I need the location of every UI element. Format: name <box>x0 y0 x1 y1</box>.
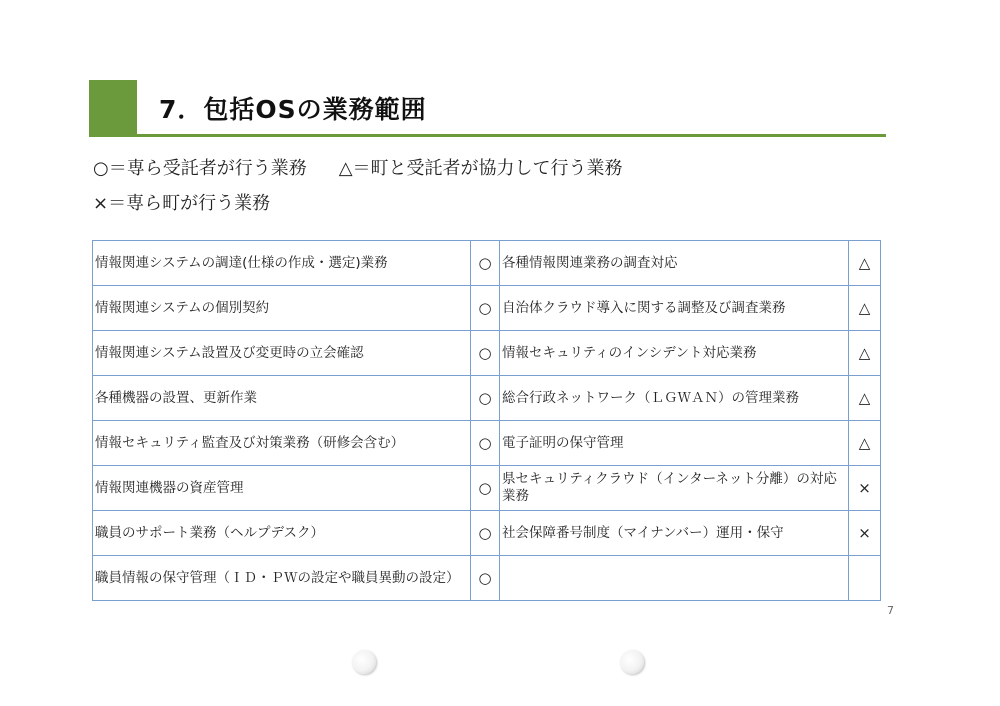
table-row <box>93 556 881 601</box>
task-left-cell: 職員情報の保守管理（ＩＤ・ＰＷの設定や職員異動の設定） <box>93 556 471 601</box>
task-left-mark: ○ <box>471 241 500 286</box>
task-right-cell: 情報セキュリティのインシデント対応業務 <box>500 331 849 376</box>
task-left-mark: ○ <box>471 376 500 421</box>
table-row <box>93 511 881 556</box>
legend-triangle-meaning: △＝町と受託者が協力して行う業務 <box>338 158 623 179</box>
scope-table <box>92 240 881 601</box>
task-right-mark: △ <box>849 376 881 421</box>
task-left-cell: 情報関連システムの個別契約 <box>93 286 471 331</box>
punch-hole <box>352 650 376 674</box>
task-right-cell <box>500 556 849 601</box>
table-row <box>93 421 881 466</box>
task-left-mark: ○ <box>471 421 500 466</box>
task-right-mark: △ <box>849 421 881 466</box>
task-right-cell: 総合行政ネットワーク（ＬＧＷＡＮ）の管理業務 <box>500 376 849 421</box>
task-left-cell: 各種機器の設置、更新作業 <box>93 376 471 421</box>
task-left-cell: 情報関連機器の資産管理 <box>93 466 471 511</box>
task-right-mark: × <box>849 511 881 556</box>
table-row <box>93 241 881 286</box>
task-right-mark: △ <box>849 241 881 286</box>
table-row <box>93 286 881 331</box>
task-left-mark: ○ <box>471 466 500 511</box>
task-right-cell: 電子証明の保守管理 <box>500 421 849 466</box>
punch-hole <box>620 650 644 674</box>
task-right-mark: × <box>849 466 881 511</box>
task-right-cell: 各種情報関連業務の調査対応 <box>500 241 849 286</box>
task-left-mark: ○ <box>471 331 500 376</box>
legend-circle-meaning: ○＝専ら受託者が行う業務 <box>93 158 307 179</box>
task-left-cell: 情報セキュリティ監査及び対策業務（研修会含む） <box>93 421 471 466</box>
task-left-mark: ○ <box>471 286 500 331</box>
table-row <box>93 331 881 376</box>
table-row <box>93 466 881 511</box>
task-left-cell: 情報関連システムの調達(仕様の作成・選定)業務 <box>93 241 471 286</box>
task-left-cell: 職員のサポート業務（ヘルプデスク） <box>93 511 471 556</box>
task-right-mark: △ <box>849 331 881 376</box>
title-accent-block <box>89 80 137 134</box>
page-number: 7 <box>887 604 894 617</box>
task-right-cell: 県セキュリティクラウド（インターネット分離）の対応業務 <box>500 466 849 511</box>
task-left-cell: 情報関連システム設置及び変更時の立会確認 <box>93 331 471 376</box>
scope-table-body <box>93 241 881 601</box>
table-row <box>93 376 881 421</box>
legend-line-1 <box>93 154 623 180</box>
legend-line-2 <box>93 189 270 215</box>
title-bar <box>89 80 886 137</box>
legend-cross-meaning: ×＝専ら町が行う業務 <box>93 193 271 214</box>
task-right-mark: △ <box>849 286 881 331</box>
task-right-mark <box>849 556 881 601</box>
task-right-cell: 自治体クラウド導入に関する調整及び調査業務 <box>500 286 849 331</box>
task-left-mark: ○ <box>471 511 500 556</box>
task-right-cell: 社会保障番号制度（マイナンバー）運用・保守 <box>500 511 849 556</box>
task-left-mark: ○ <box>471 556 500 601</box>
page-title: 7．包括OSの業務範囲 <box>159 95 427 124</box>
